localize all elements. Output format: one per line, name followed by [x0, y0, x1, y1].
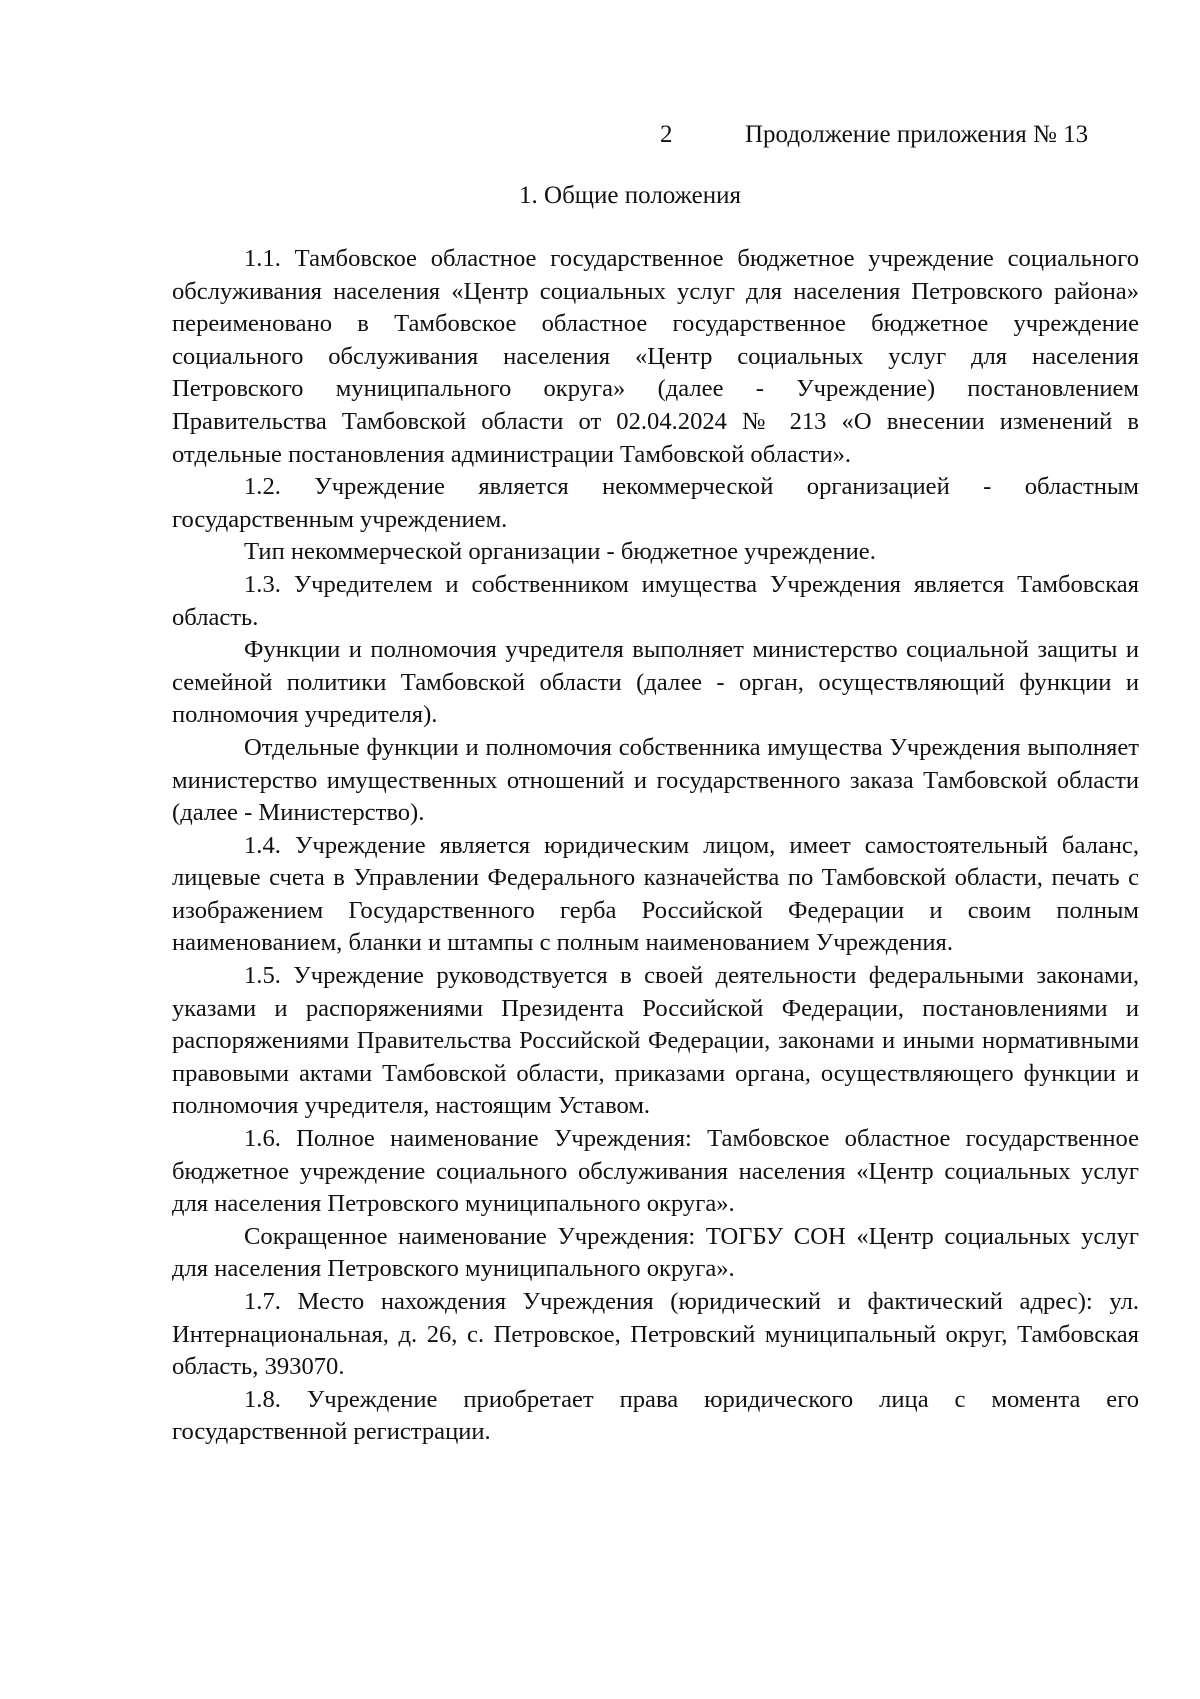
document-body	[172, 243, 1139, 1449]
page-header	[0, 117, 1200, 153]
paragraph-owner-functions: Отдельные функции и полномочия собственника имущества Учреждения выполняет министерство имущественных отношений и государственного заказа Тамбовской области (далее - Министерство).	[172, 733, 1139, 827]
page-number: 2	[660, 121, 673, 148]
paragraph-short-name: Сокращенное наименование Учреждения: ТОГБУ СОН «Центр социальных услуг для населения Петровского муниципального округа».	[172, 1222, 1139, 1283]
paragraph-1-6: 1.6. Полное наименование Учреждения: Тамбовское областное государственное бюджетное учреждение социального обслуживания населения «Центр социальных услуг для населения Петровского муниципального округа».	[172, 1125, 1139, 1218]
appendix-continuation-label: Продолжение приложения № 13	[745, 121, 1089, 148]
section-title: 1. Общие положения	[519, 182, 741, 209]
paragraph-1-8: 1.8. Учреждение приобретает права юридического лица с момента его государственной регистрации.	[172, 1385, 1139, 1446]
paragraph-1-5: 1.5. Учреждение руководствуется в своей деятельности федеральными законами, указами и распоряжениями Президента Российской Федерации, постановлениями и распоряжениями Правительства Российской Федерации, законами и иными нормативными правовыми актами Тамбовской области, приказами органа, осуществляющего функции и полномочия учредителя, настоящим Уставом.	[172, 962, 1139, 1120]
paragraph-1-1: 1.1. Тамбовское областное государственное бюджетное учреждение социального обслуживания населения «Центр социальных услуг для населения Петровского района» переименовано в Тамбовское областное государственное бюджетное учреждение социального обслуживания населения «Центр социальных услуг для населения Петровского муниципального округа» (далее - Учреждение) постановлением Правительства Тамбовской области от 02.04.2024 № 213 «О внесении изменений в отдельные постановления администрации Тамбовской области».	[172, 245, 1139, 468]
paragraph-1-2: 1.2. Учреждение является некоммерческой организацией - областным государственным учреждением.	[172, 473, 1139, 533]
paragraph-1-3: 1.3. Учредителем и собственником имущества Учреждения является Тамбовская область.	[172, 570, 1139, 631]
paragraph-founder-functions: Функции и полномочия учредителя выполняет министерство социальной защиты и семейной политики Тамбовской области (далее - орган, осуществляющий функции и полномочия учредителя).	[172, 636, 1139, 729]
paragraph-type: Тип некоммерческой организации - бюджетное учреждение.	[244, 538, 876, 566]
paragraph-1-4: 1.4. Учреждение является юридическим лицом, имеет самостоятельный баланс, лицевые счета в Управлении Федерального казначейства по Тамбовской области, печать с изображением Государственного герба Российской Федерации и своим полным наименованием, бланки и штампы с полным наименованием Учреждения.	[172, 831, 1139, 957]
paragraph-1-7: 1.7. Место нахождения Учреждения (юридический и фактический адрес): ул. Интернациональная, д. 26, с. Петровское, Петровский муниципальный округ, Тамбовская область, 393070.	[172, 1288, 1139, 1381]
